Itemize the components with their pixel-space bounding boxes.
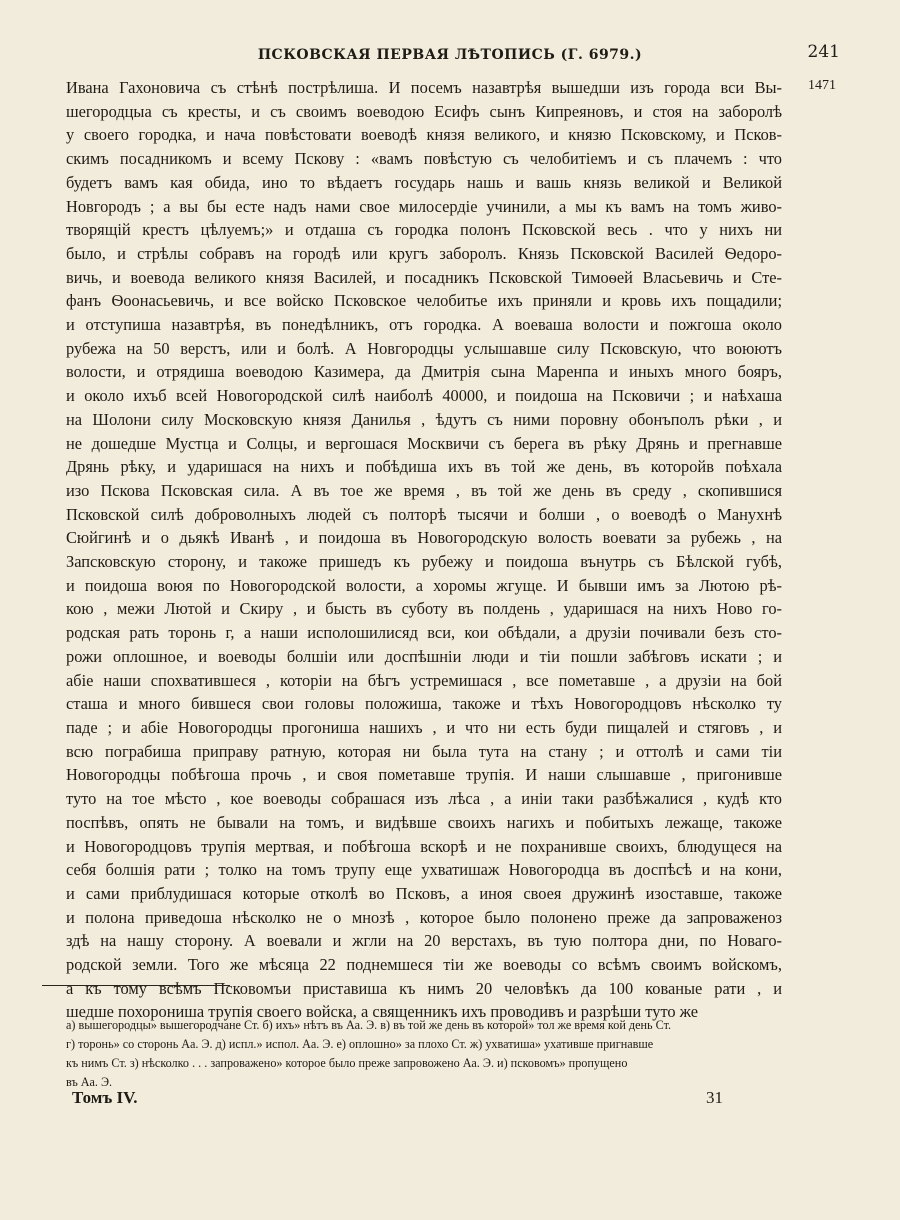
text-line: и отступиша назавтрѣя, въ понедѣлникъ, отъ городка. А воеваша волости и пожгоша около [66, 315, 782, 335]
running-title: ПСКОВСКАЯ ПЕРВАЯ ЛѢТОПИСЬ (Г. 6979.) [257, 47, 643, 63]
text-line: кою , межи Лютой и Скиру , и бысть въ суботу въ полдень , ударишася на нихъ Ново го- [66, 599, 782, 619]
text-line: и поидоша воюя по Новогородской волости, а хоромы жгуще. И бывши имъ за Лютою рѣ- [66, 575, 782, 595]
footnote-line: въ Аа. Э. [66, 1075, 113, 1089]
text-line: и около ихъб всей Новогородской силѣ наиболѣ 40000, и поидоша на Псковичи ; и наѣхаша [66, 386, 782, 406]
marginal-year: 1471 [808, 78, 836, 93]
text-line: и полона приведоша нѣсколко не о мнозѣ , которое было полонено преже да запроваженоз [66, 907, 782, 927]
text-line: родской земли. Того же мѣсяца 22 поднемшеся тіи же воеводы со всѣмъ своимъ войскомъ, [66, 955, 782, 975]
text-line: себя болшія рати ; толко на томъ трупу еще ухватишаж Новогородца въ доспѣсѣ и на кони, [66, 860, 782, 880]
text-line: рожи оплошное, и воеводы болшіи или доспѣшніи люди и тіи пошли забѣговъ искати ; и [66, 646, 782, 666]
text-line: вичь, и воевода великого князя Василей, и посадникъ Псковской Тимоѳей Власьевичь и Сте- [66, 267, 782, 287]
text-line: будетъ вамъ кая обида, ино то вѣдаетъ государь нашь и вашь князь великой и Великой [66, 172, 782, 192]
footnote-line: а) вышегородцы» вышегородчане Ст. б) ихъ» нѣтъ въ Аа. Э. в) въ той же день въ которой» тол же время кой день Ст. [66, 1018, 672, 1032]
page-footer [72, 1088, 772, 1112]
footnotes [66, 1016, 782, 1092]
text-line: Запсковскую сторону, и такоже пришедъ къ рубежу и поидоша вънутрь съ Бѣлской губѣ, [66, 552, 782, 572]
text-line: всю пограбиша приправу ратную, которая ни была тута на стану ; и оттолѣ и сами тіи [66, 741, 782, 761]
footnote-line: г) торонь» со сторонь Аа. Э. д) испл.» испол. Аа. Э. е) оплошно» за плохо Ст. ж) ухватиша» ухативше пригнавше [66, 1037, 654, 1051]
text-line: скимъ посадникомъ и всему Пскову : «вамъ повѣстую съ челобитіемъ и съ плачемъ : что [66, 149, 782, 169]
text-line: волости, и отрядиша воеводою Казимера, да Дмитрія сына Маренпа и иныхъ много бояръ, [66, 362, 782, 382]
text-line: Псковской силѣ доброволныхъ людей съ полторѣ тысячи и болши , о воеводѣ о Манухнѣ [66, 504, 782, 524]
text-line: и Новогородцовъ трупія мертвая, и побѣгоша вскорѣ и не похранивше своихъ, блюдущеся на [66, 836, 782, 856]
volume-mark: Томъ IV. [72, 1088, 138, 1107]
text-line: не дошедше Мустца и Солцы, и вергошася Москвичи съ берега въ рѣку Дрянь и прегнавше [66, 433, 782, 453]
text-line: шедше похорониша трупія своего войска, а священникъ ихъ проводивъ и разрѣши туто же [66, 1002, 699, 1022]
text-line: Новгородъ ; а вы бы есте надъ нами свое милосердіе учинили, а мы къ вамъ на томъ живо- [66, 196, 782, 216]
text-line: Дрянь рѣку, и ударишася на нихъ и побѣдиша ихъ въ той же день, въ которойв поѣхала [66, 457, 782, 477]
text-line: здѣ на нашу сторону. А воевали и жгли на 20 верстахъ, въ тую полтора дни, по Новаго- [66, 931, 782, 951]
text-line: рубежа на 50 верстъ, или и болѣ. А Новгородцы услышавше силу Псковскую, что воюютъ [66, 338, 782, 358]
signature-mark: 31 [706, 1088, 723, 1107]
text-line: паде ; и абіе Новогородцы прогониша нашихъ , и что ни есть буди пищалей и стяговъ , и [66, 717, 782, 737]
text-line: туто на тое мѣсто , кое воеводы собрашася изъ лѣса , а иніи таки разбѣжалися , кудѣ кто [66, 789, 782, 809]
page-header [60, 44, 840, 70]
text-line: у своего городка, и нача повѣстовати воеводѣ князя великого, и князю Псковскому, и Псков- [66, 125, 782, 145]
chronicle-text [66, 76, 782, 1024]
text-line: сташа и много бившеся свои головы положиша, такоже и тѣхъ Новогородцовъ нѣсколко ту [66, 694, 782, 714]
text-line: Новогородцы побѣгоша прочь , и своя пометавше трупія. И наши слышавше , пригонивше [66, 765, 782, 785]
text-line: абіе наши спохватившеся , которіи на бѣгъ устремишася , все пометавше , а друзіи на бой [66, 670, 782, 690]
text-line: фанъ Ѳоонасьевичь, и все войско Псковское челобитье ихъ приняли и кровь ихъ пощадили; [66, 291, 782, 311]
footnote-line: къ нимъ Ст. з) нѣсколко . . . запроважено» которое было преже запровожено Аа. Э. и) псковомъ» пропущено [66, 1056, 628, 1070]
text-line: Ивана Гахоновича съ стѣнѣ пострѣлиша. И посемъ назавтрѣя вышедши изъ города вси Вы- [66, 78, 782, 97]
text-line: Сюйгинѣ и о дьякѣ Иванѣ , и поидоша въ Новогородскую волость воевати за рубежь , на [66, 528, 782, 548]
text-line: и сами приблудишася которые отколѣ во Псковъ, а иноя своея дружинѣ изоставше, такоже [66, 883, 782, 903]
text-line: изо Пскова Псковская сила. А въ тое же время , въ той же день въ среду , скопившися [66, 480, 782, 500]
text-line: было, и стрѣлы собравъ на городѣ или кругъ заборолъ. Князь Псковской Василей Ѳедоро- [66, 243, 782, 263]
text-line: творящій крестъ цѣлуемъ;» и отдаша съ городка полонъ Псковской весь . что у нихъ ни [66, 220, 782, 240]
text-line: поспѣвъ, опять не бывали на томъ, и видѣвше своихъ нагихъ и побитыхъ лежаще, такоже [66, 812, 782, 832]
footnote-separator [42, 985, 230, 986]
text-line: шегородцыа съ кресты, и съ своимъ воеводою Есифъ сынъ Кипреяновъ, и стоя на заборолѣ [66, 101, 782, 121]
page-number: 241 [807, 42, 840, 62]
text-line: а къ тому всѣмъ Псковомъи приставиша къ нимъ 20 человѣкъ да 100 кованые рати , и [66, 978, 782, 998]
text-line: на Шолони силу Московскую князя Данилья , ѣдутъ съ ними поровну обонъполъ рѣки , и [66, 409, 782, 429]
text-line: родская рать торонь г, а наши исполошилисяд вси, кои обѣдали, а друзіи почивали безъ сто- [66, 623, 782, 643]
